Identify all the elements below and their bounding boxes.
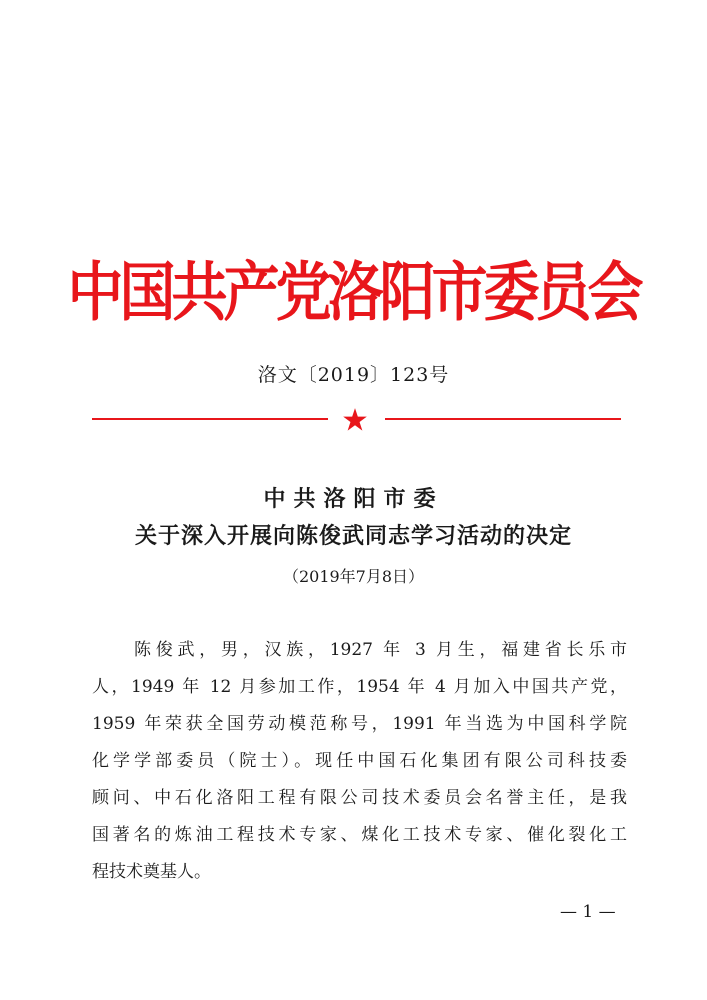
star-shape	[343, 408, 367, 431]
body-line: 国著名的炼油工程技术专家、煤化工技术专家、催化裂化工	[92, 825, 627, 845]
body-line: 1959 年荣获全国劳动模范称号，1991 年当选为中国科学院	[92, 714, 627, 734]
red-rule-left	[92, 418, 328, 420]
masthead-title: 中国共产党洛阳市委员会	[67, 256, 640, 331]
body-paragraph	[92, 632, 627, 891]
document-number: 洛文〔2019〕123号	[257, 364, 450, 386]
body-line: 化学学部委员（院士）。现任中国石化集团有限公司科技委	[92, 751, 627, 771]
star-icon	[342, 407, 368, 433]
body-line: 程技术奠基人。	[92, 862, 211, 882]
decision-date: （2019年7月8日）	[282, 567, 425, 586]
decision-title: 关于深入开展向陈俊武同志学习活动的决定	[134, 523, 572, 549]
red-rule-right	[385, 418, 621, 420]
body-line: 人，1949 年 12 月参加工作，1954 年 4 月加入中国共产党，	[92, 677, 627, 697]
page-number: — 1 —	[560, 902, 616, 922]
decision-issuer: 中共洛阳市委	[263, 486, 444, 512]
body-line: 陈俊武，男，汉族，1927 年 3 月生，福建省长乐市	[134, 640, 627, 660]
body-line: 顾问、中石化洛阳工程有限公司技术委员会名誉主任，是我	[92, 788, 627, 808]
